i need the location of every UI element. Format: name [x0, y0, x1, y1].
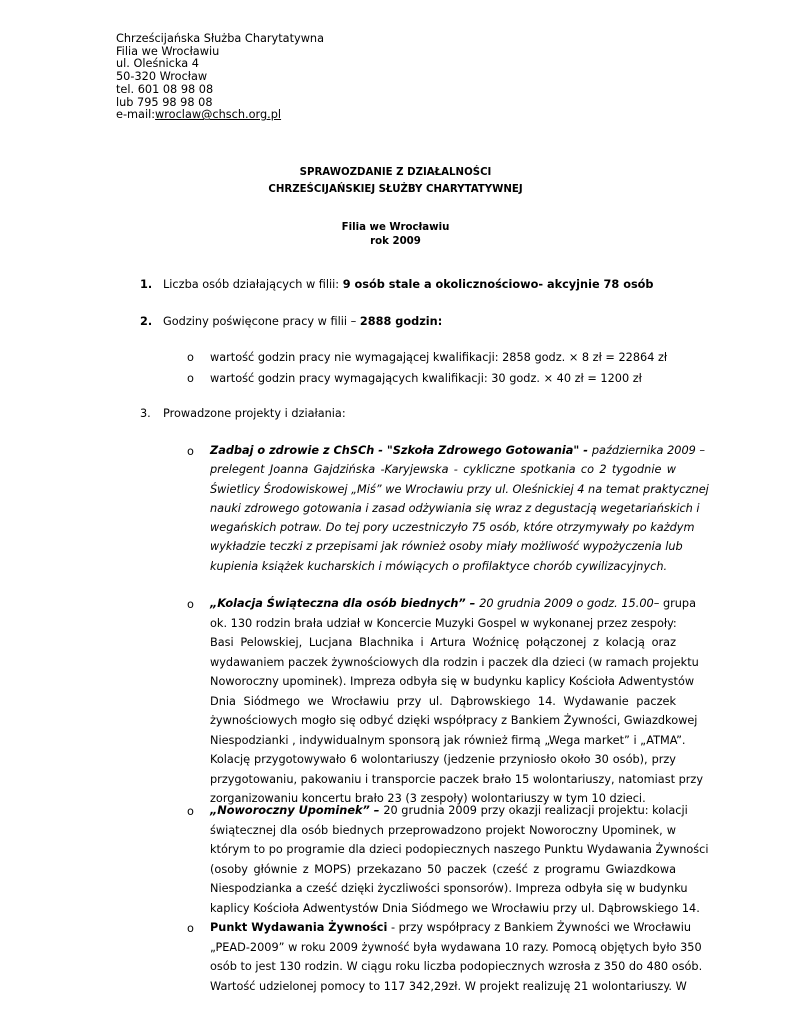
- report-title-line1: SPRAWOZDANIE Z DZIAŁALNOŚCI: [299, 167, 492, 178]
- bullet-icon: o: [187, 372, 194, 385]
- bullet-icon: o: [187, 922, 194, 935]
- bullet-icon: o: [187, 598, 194, 611]
- org-street: ul. Oleśnicka 4: [116, 57, 199, 71]
- item-2a-text: wartość godzin pracy nie wymagającej kwalifikacji: 2858 godz. × 8 zł = 22864 zł: [210, 351, 668, 364]
- report-year: rok 2009: [370, 236, 421, 247]
- org-phone-alt: lub 795 98 98 08: [116, 95, 213, 109]
- bullet-icon: o: [187, 805, 194, 818]
- report-title-line2: CHRZEŚCIJAŃSKIEJ SŁUŻBY CHARYTATYWNEJ: [268, 184, 523, 195]
- item-2b-text: wartość godzin pracy wymagających kwalifikacji: 30 godz. × 40 zł = 1200 zł: [210, 372, 642, 385]
- bullet-icon: o: [187, 351, 194, 364]
- org-name: Chrześcijańska Służba Charytatywna: [116, 32, 325, 45]
- email-link[interactable]: wroclaw@chsch.org.pl: [155, 108, 282, 122]
- project-3-paragraph: „Noworoczny Upominek” – 20 grudnia 2009 przy okazji realizacji projektu: kolacji świątecznej dla osób biednych przeprowadzono projekt Noworoczny Upominek, w którym to po programie dla dzieci podopiecznych naszego Punktu Wydawania Żywności (osoby głównie z MOPS) przekazano 50 paczek (cześć z programu Gwiazdkowa Niespodzianka a cześć dzięki życzliwości sponsorów). Impreza odbyła się w budynku kaplicy Kościoła Adwentystów Dnia Siódmego we Wrocławiu przy ul. Dąbrowskiego 14.: [210, 804, 709, 915]
- org-phone: tel. 601 08 98 08: [116, 82, 214, 96]
- item-1-number: 1.: [140, 278, 153, 291]
- email-label: e-mail:: [116, 108, 156, 122]
- item-2-text: Godziny poświęcone pracy w filii – 2888 godzin:: [163, 315, 443, 328]
- org-email-row: [116, 109, 324, 122]
- project-2-paragraph: „Kolacja Świąteczna dla osób biednych” – 20 grudnia 2009 o godz. 15.00– grupa ok. 130 rodzin brała udział w Koncercie Muzyki Gospel w wykonanej przez zespoły: Basi Pelowskiej, Lucjana Blachnika i Artura Woźnicę połączonej z kolacją oraz wydawaniem paczek żywnościowych dla rodzin i paczek dla dzieci (w ramach projektu Noworoczny upominek). Impreza odbyła się w budynku kaplicy Kościoła Adwentystów Dnia Siódmego we Wrocławiu przy ul. Dąbrowskiego 14. Wydawanie paczek żywnościowych mogło się odbyć dzięki współpracy z Bankiem Żywności, Gwiazdkowej Niespodzianki , indywidualnym sponsorą jak również firmą „Wega market” i „ATMA”. Kolację przygotowywało 6 wolontariuszy (jedzenie przyniosło około 30 osób), przy przygotowaniu, pakowaniu i transporcie paczek brało 15 wolontariuszy, natomiast przy zorganizowaniu koncertu brało 23 (3 zespoły) wolontariuszy w tym 10 dzieci.: [210, 597, 704, 805]
- item-2-number: 2.: [140, 315, 153, 328]
- bullet-icon: o: [187, 445, 194, 458]
- project-1-paragraph: Zadbaj o zdrowie z ChSCh - "Szkoła Zdrowego Gotowania" - października 2009 – prelegent Joanna Gajdzińska -Karyjewska - cykliczne spotkania co 2 tygodnie w Świetlicy Środowiskowej „Miś” we Wrocławiu przy ul. Oleśnickiej 4 na temat praktycznej nauki zdrowego gotowania i zasad odżywiania się wraz z degustacją wegetariańskich i wegańskich potraw. Do tej pory uczestniczyło 75 osób, które otrzymywały po każdym wykładzie teczki z przepisami jak również osoby miały możliwość wypożyczenia lub kupienia książek kucharskich i mówiących o profilaktyce chorób cywilizacyjnych.: [210, 444, 709, 573]
- org-city: 50-320 Wrocław: [116, 70, 208, 84]
- report-branch: Filia we Wrocławiu: [341, 222, 450, 233]
- item-3-text: Prowadzone projekty i działania:: [163, 407, 346, 420]
- item-3-number: 3.: [140, 407, 151, 420]
- item-1-text: Liczba osób działających w filii: 9 osób stale a okolicznościowo- akcyjnie 78 osób: [163, 278, 654, 291]
- organization-header: [116, 33, 324, 122]
- project-4-paragraph: Punkt Wydawania Żywności - przy współpracy z Bankiem Żywności we Wrocławiu „PEAD-2009” w roku 2009 żywność była wydawana 10 razy. Pomocą objętych było 350 osób to jest 130 rodzin. W ciągu roku liczba podopiecznych wzrosła z 350 do 480 osób. Wartość udzielonej pomocy to 117 342,29zł. W projekt realizuję 21 wolontariuszy. W: [210, 921, 703, 993]
- org-branch: Filia we Wrocławiu: [116, 44, 220, 58]
